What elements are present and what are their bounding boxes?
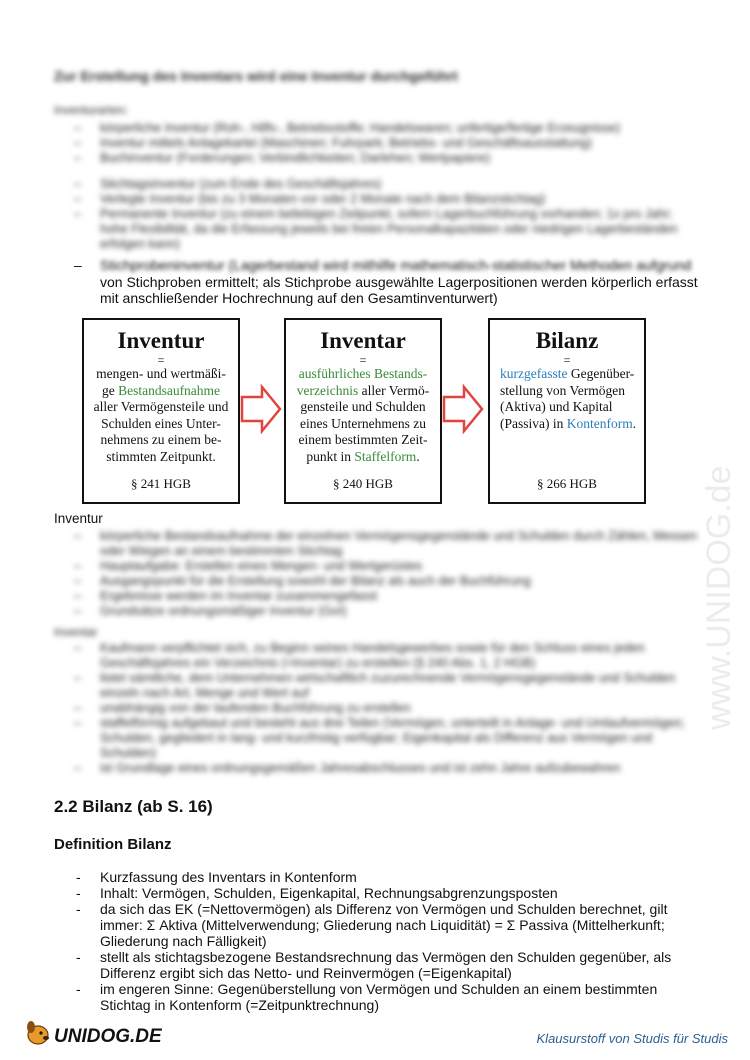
stichprobe-item (70, 257, 710, 307)
equals-sign: = (563, 353, 571, 367)
box-text: (Passiva) in (500, 415, 567, 431)
blurred-list-2 (70, 177, 698, 252)
highlight-verzeichnis: verzeichnis (296, 382, 359, 398)
definition-title: Definition Bilanz (54, 836, 172, 853)
footer-tagline: Klausurstoff von Studis für Studis (536, 1031, 728, 1046)
section-title: 2.2 Bilanz (ab S. 16) (54, 797, 213, 816)
inventar-box-title: Inventar (320, 328, 406, 353)
dash-marker: – (74, 257, 82, 273)
dog-icon (27, 1021, 49, 1044)
list-item: – Inventur mittels Anlagekartei (Maschinen; Fuhrpark; Betriebs- und Geschäftsausstattung) (70, 136, 698, 151)
list-item: – Stichtagsinventur (zum Ende des Geschäftsjahres) (70, 177, 698, 192)
stichprobe-line-2: von Stichproben ermittelt; als Stichprobe ausgewählte Lagerpositionen werden körperlich erfasst (100, 273, 698, 290)
box-text: aller Vermö- (358, 382, 430, 398)
list-item: - Kurzfassung des Inventars in Kontenform (70, 869, 710, 885)
list-item: – Kaufmann verpflichtet sich, zu Beginn seines Handelsgewerbes sowie für den Schluss eines jeden Geschäftsjahres ein Verzeichnis (=Inventar) zu erstellen (§ 240 Abs. 1, 2 HGB) (70, 641, 698, 671)
box-text-line: gensteile und Schulden (300, 399, 426, 414)
box-text-line: eines Unternehmens zu (300, 415, 426, 431)
watermark (700, 260, 740, 740)
blurred-label-inventurarten: Inventurarten: (54, 103, 129, 117)
box-text: . (416, 448, 420, 464)
law-reference: § 266 HGB (537, 476, 597, 491)
list-item: – Hauptaufgabe: Erstellen eines Mengen- und Wertgerüstes (70, 559, 698, 574)
box-text-line: stellung von Vermögen (500, 382, 625, 398)
inventur-box (82, 318, 240, 504)
list-item: - im engeren Sinne: Gegenüberstellung von Vermögen und Schulden an einem bestimmten Stichtag in Kontenform (=Zeitpunktrechnung) (70, 981, 710, 1013)
box-text-line: einem bestimmten Zeit- (298, 432, 428, 447)
list-item: – Ergebnisse werden im Inventar zusammengefasst (70, 589, 698, 604)
box-text-line: (Aktiva) und Kapital (500, 399, 613, 414)
list-item: – Grundsätze ordnungsmäßiger Inventur (GoI) (70, 604, 698, 619)
list-item: – listet sämtliche, dem Unternehmen wirtschaftlich zuzurechnende Vermögensgegenstände und Schulden einzeln nach Art, Menge und Wert auf (70, 671, 698, 701)
bilanz-box-title: Bilanz (535, 328, 599, 353)
bilanz-box (488, 318, 646, 504)
list-item: – Ausgangspunkt für die Erstellung sowohl der Bilanz als auch der Buchführung (70, 574, 698, 589)
box-text: punkt in (306, 448, 355, 464)
law-reference: § 241 HGB (131, 476, 191, 491)
list-item: - Inhalt: Vermögen, Schulden, Eigenkapital, Rechnungsabgrenzungsposten (70, 885, 710, 901)
inventur-label: Inventur (54, 511, 103, 526)
arrow-right-icon (442, 384, 484, 434)
box-text: . (632, 415, 637, 431)
highlight-kontenform: Kontenform (566, 415, 633, 431)
list-item: – körperliche Inventur (Roh-, Hilfs-, Betriebsstoffe; Handelswaren; unfertige/fertige Erzeugnisse) (70, 121, 698, 136)
law-reference: § 240 HGB (333, 476, 393, 491)
blurred-label-inventar: Inventar (54, 625, 98, 639)
list-item: – körperliche Bestandsaufnahme der einzelnen Vermögensgegenstände und Schulden durch Zählen, Messen oder Wiegen an einem bestimmten Stichtag (70, 529, 698, 559)
list-item: - da sich das EK (=Nettovermögen) als Differenz von Vermögen und Schulden berechnet, gilt immer: Σ Aktiva (Mittelverwendung; Gliederung nach Liquidität) = Σ Passiva (Mittelherkunft; Gliederung nach Fälligkeit) (70, 901, 710, 949)
box-text-line: Schulden eines Unter- (101, 415, 221, 431)
box-text: ge (101, 382, 119, 398)
box-text-line: mengen- und wertmäßi- (96, 366, 226, 381)
watermark-text: www.UNIDOG.de (700, 465, 738, 730)
blurred-list-1 (70, 121, 698, 166)
list-item: – unabhängig von der laufenden Buchführung zu erstellen (70, 701, 698, 716)
box-text-line: aller Vermögensteile und (93, 399, 229, 414)
unidog-logo (22, 1015, 162, 1051)
equals-sign: = (359, 353, 367, 367)
logo-text: UNIDOG.DE (54, 1026, 162, 1047)
blurred-list-4 (70, 641, 698, 776)
highlight-bestandsverzeichnis: ausführliches Bestands- (298, 366, 428, 381)
inventar-box (284, 318, 442, 504)
highlight-kurzgefasste: kurzgefasste (500, 366, 568, 381)
stichprobe-line-1: Stichprobeninventur (Lagerbestand wird mithilfe mathematisch-statistischer Methoden aufgrund (100, 257, 692, 273)
list-item: - stellt als stichtagsbezogene Bestandsrechnung das Vermögen den Schulden gegenüber, als Differenz ergibt sich das Netto- und Reinvermögen (=Eigenkapital) (70, 949, 710, 981)
definition-list (70, 869, 710, 1013)
box-text: Gegenüber- (567, 366, 635, 381)
blurred-heading: Zur Erstellung des Inventars wird eine Inventur durchgeführt (54, 68, 458, 84)
list-item: – Buchinventur (Forderungen; Verbindlichkeiten; Darlehen; Wertpapiere) (70, 151, 698, 166)
blurred-list-3 (70, 529, 698, 619)
inventur-box-title: Inventur (117, 328, 205, 353)
arrow-right-icon (240, 384, 282, 434)
list-item: – staffelförmig aufgebaut und besteht aus drei Teilen (Vermögen, unterteilt in Anlage- und Umlaufvermögen; Schulden, gegliedert in lang- und kurzfristig verfügbar; Eigenkapital als Differenz aus Vermögen und Schulden) (70, 716, 698, 761)
list-item: – Verlegte Inventur (bis zu 3 Monaten vor oder 2 Monate nach dem Bilanzstichtag) (70, 192, 698, 207)
list-item: – ist Grundlage eines ordnungsgemäßen Jahresabschlusses und ist zehn Jahre aufzubewahren (70, 761, 698, 776)
box-text-line: stimmten Zeitpunkt. (106, 448, 216, 464)
equals-sign: = (157, 353, 165, 367)
highlight-bestandsaufnahme: Bestandsaufnahme (118, 382, 221, 398)
highlight-staffelform: Staffelform (354, 448, 417, 464)
box-text-line: nehmens zu einem be- (100, 432, 222, 447)
stichprobe-line-3: mit anschließender Hochrechnung auf den Gesamtinventurwert) (100, 290, 498, 306)
list-item: – Permanente Inventur (zu einem beliebigen Zeitpunkt, sofern Lagerbuchführung vorhanden; 1x pro Jahr; hohe Flexibilität, da die Erfassung jeweils bei freien Personalkapazitäten oder niedrigen Lagerbeständen erfolgen kann) (70, 207, 698, 252)
